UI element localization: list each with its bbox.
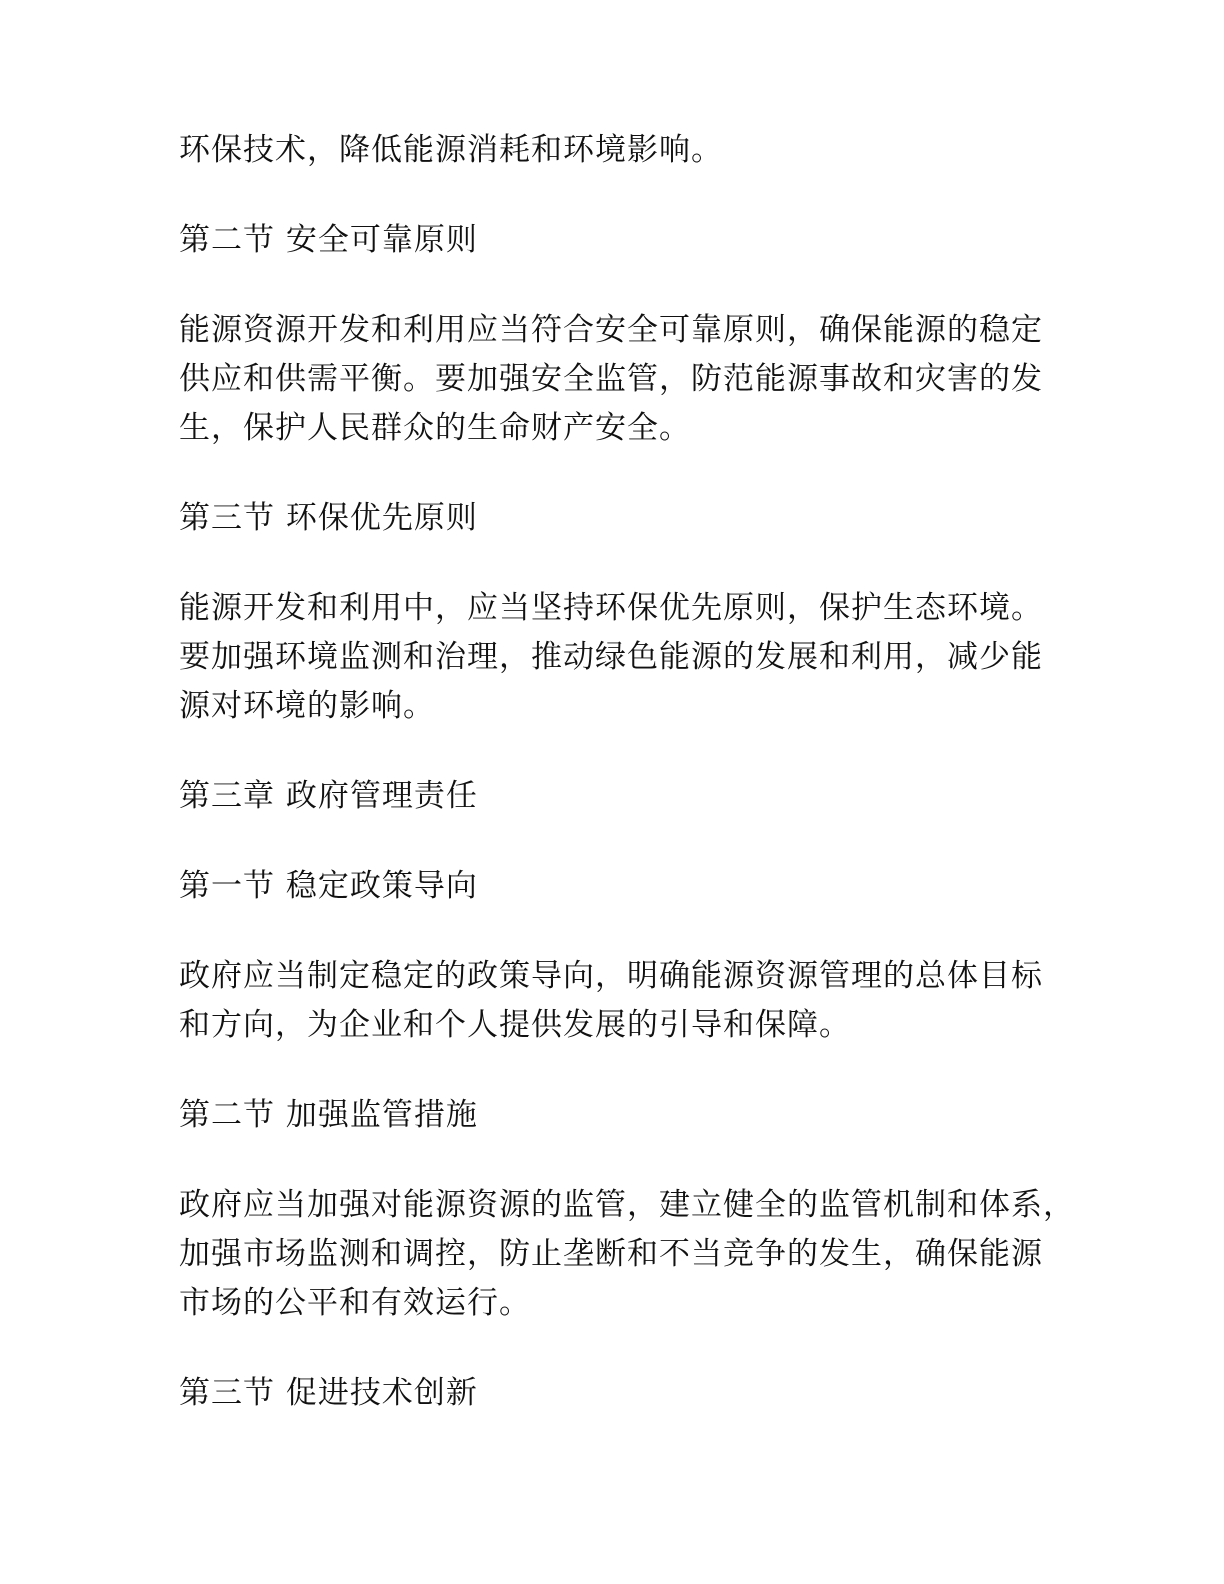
section-heading-text: 第二节 加强监管措施 <box>179 1097 478 1133</box>
document-body <box>179 126 1075 1459</box>
section-heading-text: 第三节 环保优先原则 <box>179 500 478 536</box>
section-heading-innovation <box>179 1369 1059 1418</box>
chapter-heading-government <box>179 772 1059 821</box>
chapter-heading-text: 第三章 政府管理责任 <box>179 778 478 814</box>
paragraph-line: 生，保护人民群众的生命财产安全。 <box>179 410 691 446</box>
paragraph-line: 政府应当制定稳定的政策导向，明确能源资源管理的总体目标 <box>179 958 1043 994</box>
paragraph-line: 环保技术，降低能源消耗和环境影响。 <box>179 132 723 168</box>
section-heading-policy <box>179 862 1059 911</box>
paragraph-supervision <box>179 1181 1075 1328</box>
paragraph-line: 和方向，为企业和个人提供发展的引导和保障。 <box>179 1007 851 1043</box>
paragraph-line: 能源资源开发和利用应当符合安全可靠原则，确保能源的稳定 <box>179 312 1043 348</box>
paragraph-line: 能源开发和利用中，应当坚持环保优先原则，保护生态环境。 <box>179 590 1043 626</box>
paragraph-line: 供应和供需平衡。要加强安全监管，防范能源事故和灾害的发 <box>179 361 1043 397</box>
paragraph-line: 市场的公平和有效运行。 <box>179 1285 531 1321</box>
paragraph-continuation <box>179 126 1059 175</box>
paragraph-line: 加强市场监测和调控，防止垄断和不当竞争的发生，确保能源 <box>179 1236 1043 1272</box>
section-heading-text: 第一节 稳定政策导向 <box>179 868 478 904</box>
section-heading-text: 第二节 安全可靠原则 <box>179 222 478 258</box>
paragraph-line: 源对环境的影响。 <box>179 688 435 724</box>
section-heading-environment <box>179 494 1059 543</box>
paragraph-line: 政府应当加强对能源资源的监管，建立健全的监管机制和体系， <box>179 1187 1075 1223</box>
paragraph-safety <box>179 306 1059 453</box>
section-heading-supervision <box>179 1091 1059 1140</box>
section-heading-safety <box>179 216 1059 265</box>
paragraph-environment <box>179 584 1059 731</box>
paragraph-policy <box>179 952 1059 1050</box>
section-heading-text: 第三节 促进技术创新 <box>179 1375 478 1411</box>
paragraph-line: 要加强环境监测和治理，推动绿色能源的发展和利用，减少能 <box>179 639 1043 675</box>
